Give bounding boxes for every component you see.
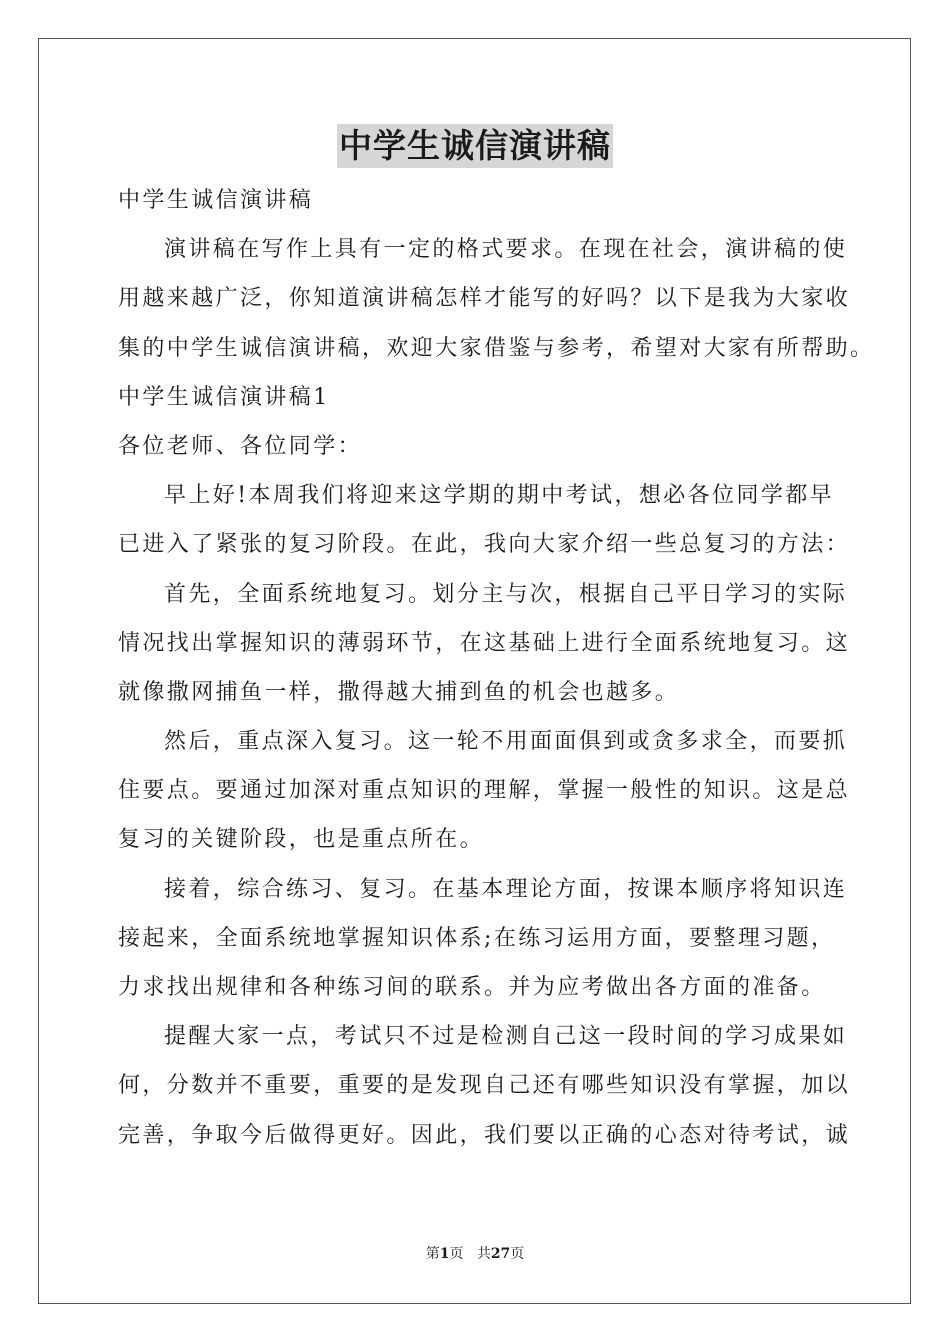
text-line: 情况找出掌握知识的薄弱环节，在这基础上进行全面系统地复习。这 <box>118 630 851 656</box>
document-title: 中学生诚信演讲稿 <box>337 124 613 168</box>
page-suffix: 页 <box>449 1246 464 1262</box>
text-line: 中学生诚信演讲稿1 <box>118 384 330 410</box>
document-body <box>118 176 875 1160</box>
page-footer <box>0 1244 950 1264</box>
text-line: 集的中学生诚信演讲稿，欢迎大家借鉴与参考，希望对大家有所帮助。 <box>118 335 875 361</box>
text-line: 提醒大家一点，考试只不过是检测自己这一段时间的学习成果如 <box>164 1024 848 1050</box>
text-line: 复习的关键阶段，也是重点所在。 <box>118 827 485 853</box>
title-container <box>0 124 950 168</box>
text-line: 何，分数并不重要，重要的是发现自己还有哪些知识没有掌握，加以 <box>118 1073 851 1099</box>
text-line: 接着，综合练习、复习。在基本理论方面，按课本顺序将知识连 <box>164 876 848 902</box>
text-line: 就像撒网捕鱼一样，撒得越大捕到鱼的机会也越多。 <box>118 679 680 705</box>
text-line: 力求找出规律和各种练习间的联系。并为应考做出各方面的准备。 <box>118 975 826 1000</box>
text-line: 完善，争取今后做得更好。因此，我们要以正确的心态对待考试，诚 <box>118 1122 851 1148</box>
page-prefix: 第 <box>425 1246 440 1262</box>
total-pages: 27 <box>490 1246 511 1262</box>
page-number: 1 <box>439 1246 450 1262</box>
text-line: 首先，全面系统地复习。划分主与次，根据自己平日学习的实际 <box>164 581 848 607</box>
text-line: 各位老师、各位同学： <box>118 433 363 459</box>
text-line: 住要点。要通过加深对重点知识的理解，掌握一般性的知识。这是总 <box>118 778 851 804</box>
total-prefix: 共 <box>476 1246 491 1262</box>
text-line: 中学生诚信演讲稿 <box>118 188 314 213</box>
total-suffix: 页 <box>510 1246 525 1262</box>
text-line: 用越来越广泛，你知道演讲稿怎样才能写的好吗？以下是我为大家收 <box>118 286 851 312</box>
text-line: 已进入了紧张的复习阶段。在此，我向大家介绍一些总复习的方法： <box>118 532 851 558</box>
text-line: 然后，重点深入复习。这一轮不用面面俱到或贪多求全，而要抓 <box>164 729 848 755</box>
text-line: 演讲稿在写作上具有一定的格式要求。在现在社会，演讲稿的使 <box>164 237 848 263</box>
text-line: 早上好!本周我们将迎来这学期的期中考试，想必各位同学都早 <box>164 483 835 509</box>
text-line: 接起来，全面系统地掌握知识体系;在练习运用方面，要整理习题， <box>118 925 836 951</box>
